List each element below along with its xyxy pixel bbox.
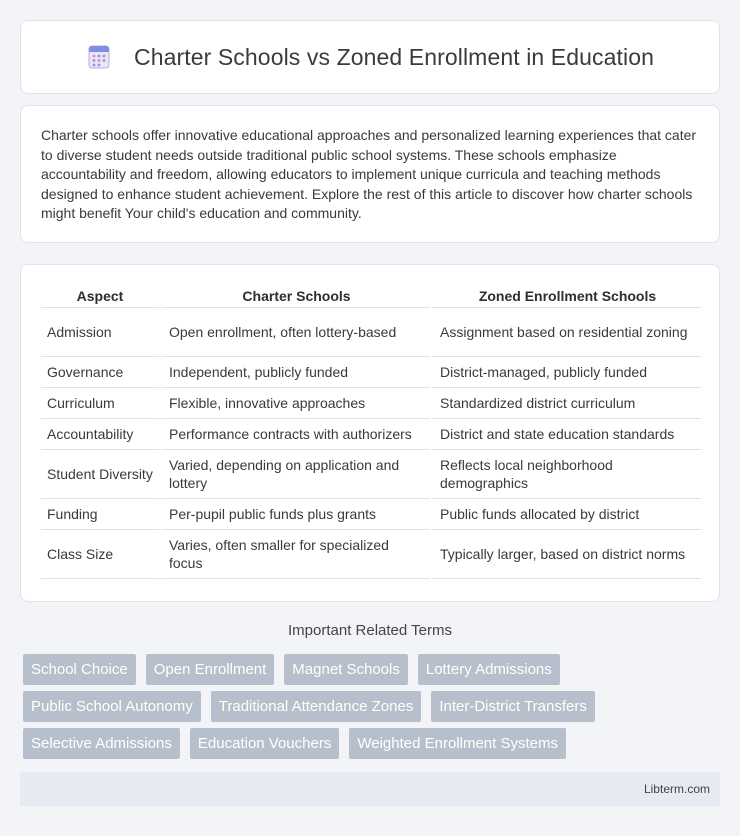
related-terms-list (20, 654, 720, 765)
cell-aspect: Governance (41, 357, 159, 388)
cell-aspect: Funding (41, 499, 159, 530)
table-row (41, 357, 701, 388)
related-terms-heading: Important Related Terms (288, 622, 452, 639)
tag-open-enrollment[interactable]: Open Enrollment (146, 654, 275, 685)
cell-zoned: Assignment based on residential zoning (430, 308, 701, 357)
table-row (41, 530, 701, 579)
footer-site-link[interactable]: Libterm.com (643, 782, 710, 796)
tag-school-choice[interactable]: School Choice (23, 654, 136, 685)
document-icon (86, 44, 112, 70)
cell-zoned: Reflects local neighborhood demographics (430, 450, 701, 499)
table-row (41, 450, 701, 499)
cell-zoned: Typically larger, based on district norms (430, 530, 701, 579)
header-aspect: Aspect (41, 285, 159, 308)
cell-aspect: Accountability (41, 419, 159, 450)
cell-charter: Varies, often smaller for specialized focus (159, 530, 430, 579)
cell-charter: Varied, depending on application and lottery (159, 450, 430, 499)
comparison-table (41, 285, 701, 579)
tag-inter-district-transfers[interactable]: Inter-District Transfers (431, 691, 595, 722)
table-row (41, 499, 701, 530)
intro-paragraph: Charter schools offer innovative educational approaches and personalized learning experiences that cater to diverse student needs outside traditional public school systems. These schools emphasize accountability and freedom, allowing educators to implement unique curricula and teaching methods designed to enhance student achievement. Explore the rest of this article to discover how charter schools might benefit Your child's education and community. (41, 127, 697, 221)
table-row (41, 388, 701, 419)
page-title: Charter Schools vs Zoned Enrollment in Education (133, 43, 654, 70)
title-group (86, 44, 654, 71)
cell-aspect: Admission (41, 308, 159, 357)
tag-lottery-admissions[interactable]: Lottery Admissions (418, 654, 560, 685)
tag-traditional-attendance-zones[interactable]: Traditional Attendance Zones (211, 691, 422, 722)
cell-charter: Performance contracts with authorizers (159, 419, 430, 450)
tag-public-school-autonomy[interactable]: Public School Autonomy (23, 691, 201, 722)
table-header-row (41, 285, 701, 308)
cell-charter: Independent, publicly funded (159, 357, 430, 388)
comparison-card (20, 264, 720, 602)
tag-selective-admissions[interactable]: Selective Admissions (23, 728, 180, 759)
tag-magnet-schools[interactable]: Magnet Schools (284, 654, 408, 685)
cell-zoned: Standardized district curriculum (430, 388, 701, 419)
cell-zoned: Public funds allocated by district (430, 499, 701, 530)
cell-charter: Open enrollment, often lottery-based (159, 308, 430, 357)
title-card (20, 20, 720, 94)
header-charter-schools: Charter Schools (159, 285, 430, 308)
cell-aspect: Class Size (41, 530, 159, 579)
tag-weighted-enrollment-systems[interactable]: Weighted Enrollment Systems (349, 728, 566, 759)
cell-charter: Flexible, innovative approaches (159, 388, 430, 419)
cell-aspect: Student Diversity (41, 450, 159, 499)
cell-charter: Per-pupil public funds plus grants (159, 499, 430, 530)
cell-zoned: District and state education standards (430, 419, 701, 450)
cell-aspect: Curriculum (41, 388, 159, 419)
cell-zoned: District-managed, publicly funded (430, 357, 701, 388)
header-zoned-enrollment: Zoned Enrollment Schools (430, 285, 701, 308)
intro-card (20, 105, 720, 243)
tag-education-vouchers[interactable]: Education Vouchers (190, 728, 339, 759)
table-row (41, 308, 701, 357)
table-row (41, 419, 701, 450)
footer (20, 772, 720, 806)
